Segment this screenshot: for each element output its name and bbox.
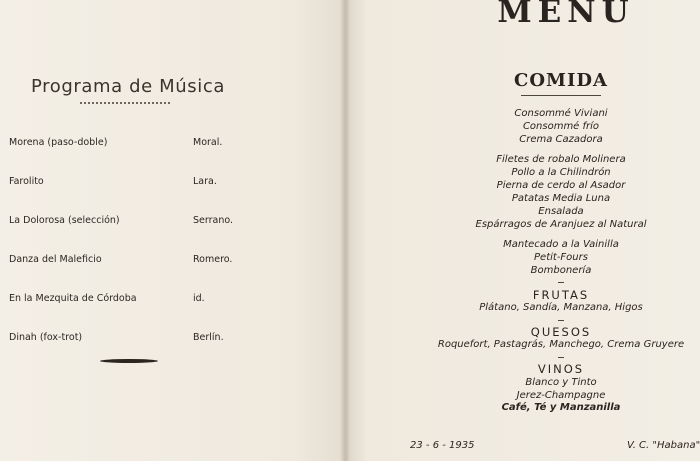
section-dash: [558, 357, 564, 358]
dish-item: Plátano, Sandía, Manzana, Higos: [479, 302, 643, 313]
dish-item: Consommé frío: [522, 121, 600, 132]
dish-item: Filetes de robalo Molinera: [496, 154, 626, 165]
dish-item: Pierna de cerdo al Asador: [496, 180, 626, 191]
vinos-heading: VINOS: [537, 362, 585, 376]
dish-item: Crema Cazadora: [519, 134, 603, 145]
dish-item: Roquefort, Pastagrás, Manchego, Crema Gruyere: [437, 339, 685, 350]
dish-item: Jerez-Champagne: [516, 390, 606, 401]
dish-item: Petit-Fours: [534, 252, 588, 263]
dish-item: Mantecado a la Vainilla: [503, 239, 619, 250]
dish-item: Pollo a la Chilindrón: [511, 167, 611, 178]
dish-item: Bombonería: [530, 265, 592, 276]
music-composer: Serrano.: [193, 215, 234, 226]
section-dash: [558, 282, 564, 283]
menu-place: V. C. "Habana": [627, 440, 700, 451]
dish-item: Café, Té y Manzanilla: [501, 402, 621, 413]
quesos-heading: QUESOS: [530, 325, 592, 339]
menu-title: MENU: [497, 0, 635, 30]
music-piece: Dinah (fox-trot): [9, 332, 83, 343]
music-piece: La Dolorosa (selección): [9, 215, 120, 226]
dish-item: Ensalada: [538, 206, 584, 217]
title-dotted-underline: [80, 102, 170, 106]
left-page: [0, 0, 346, 461]
music-program-title: Programa de Música: [31, 76, 225, 97]
dish-item: Espárragos de Aranjuez al Natural: [475, 219, 647, 230]
music-composer: Berlín.: [193, 332, 224, 343]
page-fold: [340, 0, 350, 461]
section-dash: [558, 320, 564, 321]
comida-underline: [521, 95, 601, 96]
dish-item: Blanco y Tinto: [525, 377, 597, 388]
music-composer: Moral.: [193, 137, 223, 148]
music-piece: En la Mezquita de Córdoba: [9, 293, 137, 304]
frutas-heading: FRUTAS: [532, 288, 590, 302]
ornament-divider: [100, 359, 158, 363]
music-piece: Danza del Maleficio: [9, 254, 102, 265]
dish-item: Consommé Viviani: [514, 108, 608, 119]
menu-date: 23 - 6 - 1935: [410, 440, 475, 451]
music-composer: Romero.: [193, 254, 233, 265]
music-composer: id.: [193, 293, 205, 304]
music-piece: Morena (paso-doble): [9, 137, 108, 148]
music-piece: Farolito: [9, 176, 44, 187]
comida-heading: COMIDA: [514, 70, 608, 91]
dish-item: Patatas Media Luna: [511, 193, 611, 204]
music-composer: Lara.: [193, 176, 217, 187]
